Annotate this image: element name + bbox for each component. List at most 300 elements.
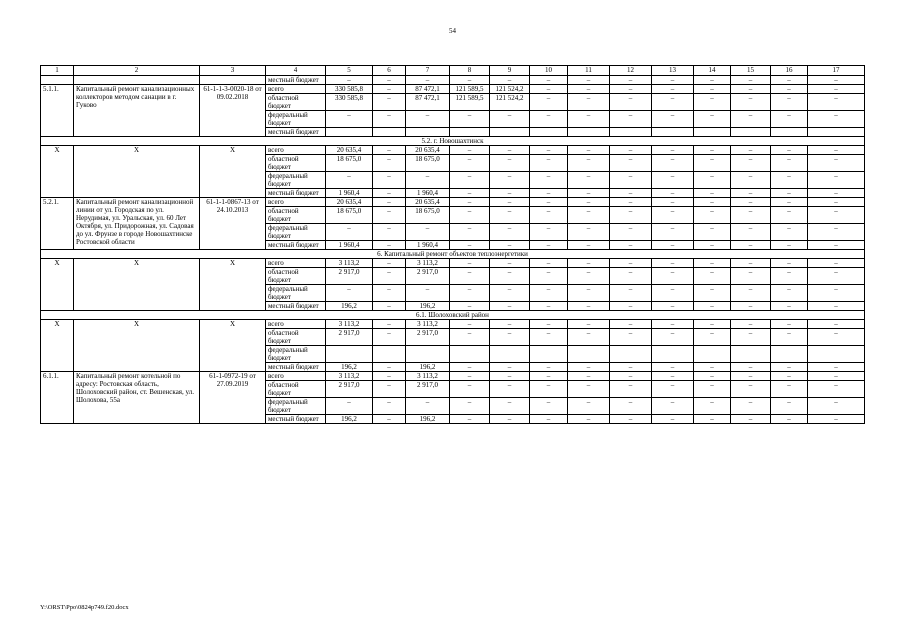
value-cell: –	[568, 329, 610, 346]
value-cell: –	[406, 285, 450, 302]
value-cell: –	[373, 398, 406, 415]
value-cell: –	[610, 146, 652, 155]
budget-table	[40, 65, 865, 424]
value-cell: –	[694, 415, 731, 424]
value-cell: –	[808, 372, 865, 381]
value-cell: –	[652, 398, 694, 415]
value-cell: –	[490, 155, 530, 172]
column-header: 6	[373, 66, 406, 76]
value-cell: –	[652, 146, 694, 155]
column-header: 3	[200, 66, 266, 76]
value-cell: –	[771, 259, 808, 268]
value-cell: –	[652, 85, 694, 94]
value-cell: –	[652, 381, 694, 398]
value-cell: 196,2	[406, 415, 450, 424]
section-title: 5.2. г. Новошахтинск	[41, 137, 865, 146]
value-cell: –	[808, 76, 865, 85]
value-cell: –	[490, 224, 530, 241]
value-cell: –	[731, 224, 771, 241]
value-cell: –	[731, 146, 771, 155]
value-cell: –	[530, 259, 568, 268]
value-cell: 2 917,0	[406, 381, 450, 398]
value-cell: –	[808, 363, 865, 372]
value-cell: –	[652, 111, 694, 128]
value-cell: –	[694, 224, 731, 241]
value-cell: –	[694, 76, 731, 85]
value-cell: –	[652, 76, 694, 85]
value-cell	[694, 346, 731, 363]
value-cell: –	[490, 415, 530, 424]
value-cell: –	[808, 94, 865, 111]
value-cell: –	[568, 224, 610, 241]
value-cell: –	[694, 85, 731, 94]
value-cell: –	[490, 302, 530, 311]
value-cell: –	[373, 94, 406, 111]
value-cell: –	[731, 329, 771, 346]
funding-source: федеральный бюджет	[266, 285, 326, 302]
value-cell	[326, 128, 373, 137]
value-cell: –	[731, 381, 771, 398]
value-cell: 1 960,4	[406, 189, 450, 198]
value-cell: –	[568, 207, 610, 224]
column-header: 15	[731, 66, 771, 76]
value-cell: –	[731, 111, 771, 128]
value-cell: –	[771, 146, 808, 155]
value-cell: –	[530, 302, 568, 311]
value-cell: 20 635,4	[326, 198, 373, 207]
funding-source: местный бюджет	[266, 76, 326, 85]
value-cell: –	[450, 224, 490, 241]
value-cell: –	[771, 285, 808, 302]
value-cell: –	[406, 224, 450, 241]
value-cell: –	[808, 381, 865, 398]
value-cell: –	[771, 372, 808, 381]
value-cell: –	[694, 146, 731, 155]
value-cell: –	[490, 372, 530, 381]
value-cell: 20 635,4	[406, 146, 450, 155]
value-cell: –	[694, 398, 731, 415]
value-cell: 2 917,0	[326, 329, 373, 346]
value-cell: –	[450, 111, 490, 128]
value-cell: –	[373, 329, 406, 346]
value-cell: –	[694, 94, 731, 111]
section-title: 6. Капитальный ремонт объектов теплоэнергетики	[41, 250, 865, 259]
value-cell: –	[450, 268, 490, 285]
value-cell: –	[530, 329, 568, 346]
value-cell: –	[694, 259, 731, 268]
funding-source: областной бюджет	[266, 268, 326, 285]
value-cell: –	[610, 155, 652, 172]
value-cell	[326, 346, 373, 363]
value-cell: –	[652, 207, 694, 224]
value-cell: –	[808, 302, 865, 311]
value-cell: –	[694, 329, 731, 346]
value-cell: 87 472,1	[406, 85, 450, 94]
value-cell: –	[530, 268, 568, 285]
value-cell: –	[530, 363, 568, 372]
value-cell: –	[373, 198, 406, 207]
value-cell: –	[373, 85, 406, 94]
value-cell: –	[610, 198, 652, 207]
value-cell: –	[771, 224, 808, 241]
header-row	[41, 66, 865, 76]
value-cell: –	[808, 259, 865, 268]
value-cell: –	[694, 241, 731, 250]
value-cell: –	[610, 172, 652, 189]
value-cell: –	[530, 415, 568, 424]
value-cell: –	[530, 398, 568, 415]
value-cell: –	[373, 320, 406, 329]
value-cell: –	[568, 398, 610, 415]
column-header: 12	[610, 66, 652, 76]
value-cell: –	[731, 415, 771, 424]
value-cell: –	[373, 224, 406, 241]
value-cell: 196,2	[326, 302, 373, 311]
value-cell: –	[568, 198, 610, 207]
value-cell: –	[652, 372, 694, 381]
value-cell: –	[568, 189, 610, 198]
funding-source: областной бюджет	[266, 329, 326, 346]
value-cell: –	[652, 320, 694, 329]
value-cell: –	[694, 381, 731, 398]
value-cell	[808, 346, 865, 363]
value-cell: –	[326, 76, 373, 85]
value-cell: –	[568, 372, 610, 381]
value-cell: –	[490, 111, 530, 128]
value-cell	[610, 346, 652, 363]
value-cell: –	[652, 329, 694, 346]
value-cell: –	[450, 415, 490, 424]
value-cell: 330 585,8	[326, 85, 373, 94]
value-cell: 18 675,0	[326, 207, 373, 224]
value-cell: –	[731, 398, 771, 415]
value-cell: –	[373, 76, 406, 85]
table-row	[41, 198, 865, 207]
column-header: 17	[808, 66, 865, 76]
value-cell: 3 113,2	[406, 320, 450, 329]
value-cell: 3 113,2	[406, 259, 450, 268]
value-cell: 3 113,2	[326, 320, 373, 329]
value-cell: –	[694, 172, 731, 189]
value-cell: 18 675,0	[406, 155, 450, 172]
value-cell: –	[450, 381, 490, 398]
value-cell	[808, 128, 865, 137]
value-cell: –	[326, 285, 373, 302]
value-cell: –	[731, 363, 771, 372]
value-cell: –	[450, 155, 490, 172]
item-number: Х	[41, 259, 74, 311]
value-cell: –	[731, 285, 771, 302]
value-cell: –	[610, 85, 652, 94]
value-cell: –	[808, 268, 865, 285]
value-cell: –	[652, 363, 694, 372]
value-cell: 2 917,0	[326, 268, 373, 285]
value-cell: –	[808, 241, 865, 250]
value-cell	[771, 346, 808, 363]
value-cell: –	[450, 363, 490, 372]
funding-source: всего	[266, 85, 326, 94]
column-header: 5	[326, 66, 373, 76]
funding-source: федеральный бюджет	[266, 398, 326, 415]
value-cell: –	[490, 146, 530, 155]
value-cell: –	[568, 172, 610, 189]
value-cell: –	[610, 363, 652, 372]
value-cell: –	[610, 302, 652, 311]
item-document: 61-1-1-0867-13 от 24.10.2013	[200, 198, 266, 250]
value-cell: –	[771, 398, 808, 415]
value-cell	[450, 346, 490, 363]
value-cell: –	[450, 172, 490, 189]
funding-source: всего	[266, 198, 326, 207]
value-cell: –	[610, 372, 652, 381]
value-cell: –	[490, 320, 530, 329]
value-cell: –	[694, 302, 731, 311]
item-document: 61-1-0972-19 от 27.09.2019	[200, 372, 266, 424]
value-cell: –	[490, 398, 530, 415]
value-cell: –	[731, 189, 771, 198]
value-cell: –	[568, 285, 610, 302]
value-cell: –	[450, 329, 490, 346]
value-cell: –	[731, 268, 771, 285]
value-cell: –	[694, 372, 731, 381]
value-cell: –	[490, 259, 530, 268]
value-cell	[652, 346, 694, 363]
value-cell: –	[610, 285, 652, 302]
value-cell: –	[610, 241, 652, 250]
value-cell: –	[771, 381, 808, 398]
value-cell	[694, 128, 731, 137]
value-cell: –	[373, 241, 406, 250]
value-cell	[373, 128, 406, 137]
value-cell	[530, 346, 568, 363]
value-cell: –	[490, 172, 530, 189]
value-cell: –	[771, 76, 808, 85]
value-cell: –	[530, 320, 568, 329]
value-cell: –	[530, 85, 568, 94]
value-cell: –	[771, 172, 808, 189]
value-cell: –	[610, 398, 652, 415]
value-cell: –	[731, 207, 771, 224]
value-cell: –	[373, 207, 406, 224]
value-cell: –	[490, 329, 530, 346]
value-cell: 1 960,4	[326, 241, 373, 250]
value-cell: –	[490, 198, 530, 207]
funding-source: федеральный бюджет	[266, 224, 326, 241]
value-cell: 121 524,2	[490, 85, 530, 94]
value-cell	[771, 128, 808, 137]
value-cell: –	[771, 363, 808, 372]
value-cell: –	[694, 363, 731, 372]
value-cell: 3 113,2	[326, 259, 373, 268]
value-cell: –	[694, 189, 731, 198]
value-cell: –	[450, 320, 490, 329]
value-cell: –	[808, 207, 865, 224]
value-cell: –	[530, 198, 568, 207]
value-cell: –	[530, 207, 568, 224]
value-cell: –	[808, 146, 865, 155]
table-row	[41, 320, 865, 329]
value-cell: –	[568, 320, 610, 329]
value-cell: –	[568, 381, 610, 398]
funding-source: федеральный бюджет	[266, 346, 326, 363]
value-cell: –	[808, 172, 865, 189]
item-number: 5.2.1.	[41, 198, 74, 250]
value-cell: –	[568, 363, 610, 372]
value-cell: –	[652, 259, 694, 268]
value-cell: –	[652, 268, 694, 285]
value-cell: –	[652, 189, 694, 198]
value-cell: –	[610, 76, 652, 85]
funding-source: федеральный бюджет	[266, 111, 326, 128]
value-cell: –	[490, 207, 530, 224]
page-number: 54	[449, 27, 456, 35]
funding-source: областной бюджет	[266, 381, 326, 398]
column-header: 10	[530, 66, 568, 76]
funding-source: областной бюджет	[266, 155, 326, 172]
value-cell: –	[771, 155, 808, 172]
item-document: 61-1-1-3-0020-18 от 09.02.2018	[200, 85, 266, 137]
value-cell: –	[450, 285, 490, 302]
value-cell: –	[530, 111, 568, 128]
value-cell: –	[731, 259, 771, 268]
value-cell: –	[450, 76, 490, 85]
table-row	[41, 76, 865, 85]
funding-source: всего	[266, 259, 326, 268]
value-cell	[490, 128, 530, 137]
value-cell: –	[771, 94, 808, 111]
value-cell: –	[373, 155, 406, 172]
value-cell: –	[610, 111, 652, 128]
item-name: Капитальный ремонт канализационных коллекторов методом санации в г. Гуково	[74, 85, 200, 137]
value-cell: 121 589,5	[450, 85, 490, 94]
value-cell: –	[694, 207, 731, 224]
value-cell: –	[771, 329, 808, 346]
value-cell: 3 113,2	[326, 372, 373, 381]
value-cell: 121 524,2	[490, 94, 530, 111]
value-cell: –	[373, 146, 406, 155]
funding-source: областной бюджет	[266, 207, 326, 224]
value-cell: 2 917,0	[326, 381, 373, 398]
section-title: 6.1. Шолоховский район	[41, 311, 865, 320]
funding-source: местный бюджет	[266, 241, 326, 250]
item-number: Х	[41, 146, 74, 198]
value-cell: 196,2	[406, 363, 450, 372]
value-cell: 196,2	[406, 302, 450, 311]
value-cell	[450, 128, 490, 137]
value-cell: –	[652, 415, 694, 424]
value-cell: 87 472,1	[406, 94, 450, 111]
value-cell: –	[490, 241, 530, 250]
value-cell: –	[652, 285, 694, 302]
item-document: Х	[200, 259, 266, 311]
funding-source: федеральный бюджет	[266, 172, 326, 189]
value-cell: –	[373, 415, 406, 424]
column-header: 11	[568, 66, 610, 76]
value-cell: –	[568, 155, 610, 172]
value-cell: –	[771, 302, 808, 311]
value-cell: –	[610, 268, 652, 285]
value-cell: 196,2	[326, 415, 373, 424]
value-cell: –	[652, 172, 694, 189]
column-header: 2	[74, 66, 200, 76]
value-cell: –	[568, 146, 610, 155]
value-cell	[568, 346, 610, 363]
value-cell	[530, 128, 568, 137]
value-cell	[610, 128, 652, 137]
value-cell: –	[808, 320, 865, 329]
value-cell: –	[694, 268, 731, 285]
table-row	[41, 85, 865, 94]
value-cell: –	[771, 241, 808, 250]
value-cell: –	[771, 111, 808, 128]
value-cell: –	[610, 224, 652, 241]
value-cell: –	[694, 111, 731, 128]
value-cell	[406, 346, 450, 363]
value-cell: –	[771, 320, 808, 329]
value-cell: –	[450, 146, 490, 155]
funding-source: местный бюджет	[266, 302, 326, 311]
value-cell: –	[568, 415, 610, 424]
value-cell: 2 917,0	[406, 268, 450, 285]
item-name-cell	[74, 76, 200, 85]
value-cell: –	[731, 302, 771, 311]
value-cell: –	[450, 302, 490, 311]
value-cell: –	[808, 415, 865, 424]
value-cell: 121 589,5	[450, 94, 490, 111]
value-cell: –	[530, 94, 568, 111]
value-cell: –	[808, 224, 865, 241]
value-cell: –	[652, 155, 694, 172]
value-cell: –	[406, 76, 450, 85]
funding-source: всего	[266, 372, 326, 381]
value-cell	[490, 346, 530, 363]
value-cell: –	[373, 172, 406, 189]
value-cell: –	[771, 268, 808, 285]
value-cell: –	[373, 268, 406, 285]
value-cell: –	[450, 207, 490, 224]
value-cell: –	[530, 172, 568, 189]
value-cell: –	[694, 320, 731, 329]
value-cell: –	[808, 155, 865, 172]
item-name: Х	[74, 320, 200, 372]
value-cell: –	[808, 198, 865, 207]
value-cell: –	[373, 302, 406, 311]
column-header: 14	[694, 66, 731, 76]
value-cell: –	[731, 372, 771, 381]
section-row	[41, 250, 865, 259]
item-number: Х	[41, 320, 74, 372]
column-header: 9	[490, 66, 530, 76]
value-cell: –	[694, 155, 731, 172]
value-cell: –	[530, 224, 568, 241]
item-document: Х	[200, 320, 266, 372]
value-cell	[406, 128, 450, 137]
value-cell	[731, 128, 771, 137]
value-cell: –	[771, 207, 808, 224]
value-cell: –	[530, 285, 568, 302]
value-cell: –	[771, 189, 808, 198]
value-cell	[731, 346, 771, 363]
value-cell	[373, 346, 406, 363]
funding-source: местный бюджет	[266, 128, 326, 137]
item-name: Х	[74, 259, 200, 311]
value-cell: –	[610, 415, 652, 424]
value-cell: –	[530, 76, 568, 85]
value-cell: –	[694, 198, 731, 207]
value-cell: –	[530, 381, 568, 398]
item-name: Капитальный ремонт котельной по адресу: Ростовская область, Шолоховский район, ст. Вешенская, ул. Шолохова, 55а	[74, 372, 200, 424]
value-cell: –	[373, 111, 406, 128]
